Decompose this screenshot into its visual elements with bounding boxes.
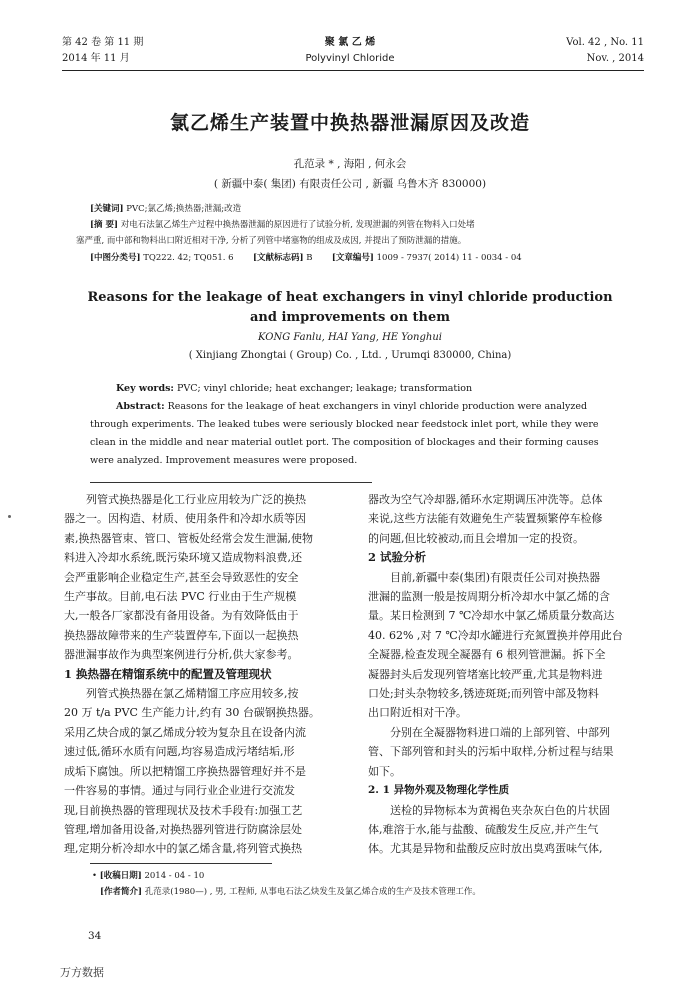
classification (90, 251, 620, 266)
sec1-line: 理,定期分析冷却水中的氯乙烯含量,将列管式换热 (64, 842, 302, 856)
doc-code-value: B (306, 253, 313, 263)
header-date-cn: 2014 年 11 月 (62, 53, 130, 64)
header-journal-en: Polyvinyl Chloride (305, 53, 395, 64)
sec1-line: 速过低,循环水质有问题,均容易造成污堵结垢,形 (64, 745, 295, 759)
sec2-line: 口处;封头杂物较多,锈迹斑斑;而列管中部及物料 (368, 687, 599, 701)
keywords-en-label: Key words: (116, 383, 174, 394)
right-column (368, 490, 648, 859)
abstract-en-line4: were analyzed. Improvement measures were proposed. (90, 455, 358, 466)
header-volume-cn: 第 42 卷 第 11 期 (62, 37, 144, 48)
sec2-line: 出口附近相对干净。 (368, 706, 467, 720)
section-1-heading: 1 换热器在精馏系统中的配置及管理现状 (64, 666, 272, 681)
header-date-en: Nov. , 2014 (586, 53, 644, 64)
margin-dot (8, 515, 11, 518)
received-label: [收稿日期] (99, 871, 142, 881)
sec1-line: 一件容易的事情。通过与同行业企业进行交流发 (64, 784, 295, 798)
sec2-p2-line: 分别在全凝器物料进口端的上部列管、中部列 (390, 725, 610, 739)
footnote-received: • [收稿日期] 2014 - 04 - 10 (92, 871, 205, 881)
intro-line: 素,换热器管束、管口、管板处经常会发生泄漏,使物 (64, 531, 313, 545)
sec2-line: 全凝器,检查发现全凝器有 6 根列管泄漏。拆下全 (368, 648, 606, 662)
intro-line: 大,一般各厂家都没有备用设备。为有效降低由于 (64, 609, 299, 623)
sec2-line: 凝器封头后发现列管堵塞比较严重,尤其是物料进 (368, 667, 603, 681)
keywords-cn-label: [关键词] (90, 204, 124, 214)
header-volume-en: Vol. 42 , No. 11 (566, 37, 644, 48)
sub21-line: 体。尤其是异物和盐酸反应时放出臭鸡蛋味气体, (368, 842, 603, 856)
intro-line: 换热器故障带来的生产装置停车,下面以一起换热 (64, 628, 299, 642)
cont-line: 器改为空气冷却器,循环水定期调压冲洗等。总体 (368, 493, 603, 506)
intro-line: 列管式换热器是化工行业应用较为广泛的换热 (86, 493, 306, 506)
article-number-label: [文章编号] (331, 253, 374, 263)
sub21-line: 送检的异物标本为黄褐色夹杂灰白色的片状固 (390, 803, 610, 817)
sec1-line: 现,目前换热器的管理现状及技术手段有:加强工艺 (64, 803, 303, 817)
intro-line: 生产事故。目前,电石法 PVC 行业由于生产规模 (64, 590, 297, 604)
abstract-en-label: Abstract: (116, 401, 165, 412)
title-cn: 氯乙烯生产装置中换热器泄漏原因及改造 (169, 112, 530, 134)
footnote-rule (90, 863, 272, 864)
title-en-line2: and improvements on them (249, 310, 451, 325)
abstract-rule (90, 482, 372, 483)
affiliation-en: ( Xinjiang Zhongtai ( Group) Co. , Ltd. , Urumqi 830000, China) (188, 350, 512, 361)
doc-code-label: [文献标志码] (252, 253, 304, 263)
sec2-line: 40. 62% ,对 7 ℃冷却水罐进行充氮置换并停用此台 (368, 628, 623, 642)
subsection-2-1-heading: 2. 1 异物外观及物理化学性质 (368, 784, 510, 797)
section-2-heading: 2 试验分析 (368, 550, 427, 565)
sec2-line: 量。某日检测到 7 ℃冷却水中氯乙烯质量分数高达 (368, 609, 615, 623)
article-number-value: 1009 - 7937( 2014) 11 - 0034 - 04 (376, 253, 522, 263)
sec2-p2-line: 如下。 (368, 764, 401, 778)
sec2-line: 目前,新疆中泰(集团)有限责任公司对换热器 (390, 570, 601, 584)
intro-line: 器泄漏事故作为典型案例进行分析,供大家参考。 (64, 648, 299, 662)
sub21-line: 体,难溶于水,能与盐酸、硫酸发生反应,并产生气 (368, 822, 599, 836)
sec1-line: 成垢下腐蚀。所以把精馏工序换热器管理好并不是 (64, 764, 306, 778)
footnote-author (100, 885, 481, 900)
cont-line: 的问题,但比较被动,而且会增加一定的投资。 (368, 531, 584, 545)
abstract-cn-line1: 对电石法氯乙烯生产过程中换热器泄漏的原因进行了试验分析, 发现泄漏的列管在物料入口处堵 (120, 220, 475, 230)
abstract-en-line2: through experiments. The leaked tubes were seriously blocked near feedstock inlet port, while they were (90, 419, 599, 430)
sec1-line: 管理,增加备用设备,对换热器列管进行防腐涂层处 (64, 822, 302, 836)
abstract-cn-line2: 塞严重, 而中部和物料出口附近相对干净, 分析了列管中堵塞物的组成及成因, 并提出了预防泄漏的措施。 (76, 236, 467, 246)
watermark: 万方数据 (60, 966, 104, 979)
sec1-line: 采用乙炔合成的氯乙烯成分较为复杂且在设备内流 (64, 725, 306, 739)
sec2-line: 泄漏的监测一般是按周期分析冷却水中氯乙烯的含 (368, 590, 610, 604)
abstract-cn (90, 218, 620, 233)
affiliation-cn: ( 新疆中泰( 集团) 有限责任公司 , 新疆 乌鲁木齐 830000) (213, 178, 487, 190)
intro-line: 会严重影响企业稳定生产,甚至会导致恶性的安全 (64, 570, 299, 584)
header-journal-cn: 聚 氯 乙 烯 (324, 37, 376, 48)
intro-line: 料进入冷却水系统,既污染环境又造成物料浪费,还 (64, 551, 302, 565)
left-column (64, 490, 344, 859)
author-bio: 孔范录(1980—) , 男, 工程师, 从事电石法乙炔发生及氯乙烯合成的生产及技术管理工作。 (144, 887, 481, 897)
page-number: 34 (88, 930, 102, 942)
keywords-cn-text: PVC;氯乙烯;换热器;泄漏;改造 (126, 204, 242, 214)
sec2-p2-line: 管、下部列管和封头的污垢中取样,分析过程与结果 (368, 745, 614, 759)
clc-label: [中图分类号] (90, 253, 141, 263)
abstract-en-text1: Reasons for the leakage of heat exchangers in vinyl chloride production were analyzed (164, 401, 588, 412)
cont-line: 来说,这些方法能有效避免生产装置频繁停车检修 (368, 512, 603, 526)
abstract-en-line1 (116, 398, 658, 416)
abstract-en-line3: clean in the middle and near material outlet port. The composition of blockages and their forming causes (90, 437, 599, 448)
clc-value: TQ222. 42; TQ051. 6 (143, 253, 234, 263)
title-en-line1: Reasons for the leakage of heat exchangers in vinyl chloride production (87, 290, 613, 305)
keywords-en-text: PVC; vinyl chloride; heat exchanger; leakage; transformation (173, 383, 473, 394)
intro-line: 器之一。因构造、材质、使用条件和冷却水质等因 (64, 512, 306, 526)
authors-cn: 孔范录 * , 海阳 , 何永会 (293, 158, 407, 170)
abstract-cn-label: [摘 要] (90, 220, 119, 230)
sec1-line: 列管式换热器在氯乙烯精馏工序应用较多,按 (86, 687, 299, 701)
authors-en: KONG Fanlu, HAI Yang, HE Yonghui (258, 332, 442, 343)
keywords-cn (90, 202, 620, 217)
sec1-line: 20 万 t/a PVC 生产能力计,约有 30 台碳钢换热器。 (64, 706, 320, 720)
author-bio-label: [作者简介] (100, 887, 143, 897)
header-rule (62, 70, 644, 71)
keywords-en (116, 380, 684, 398)
received-date: 2014 - 04 - 10 (144, 871, 205, 881)
